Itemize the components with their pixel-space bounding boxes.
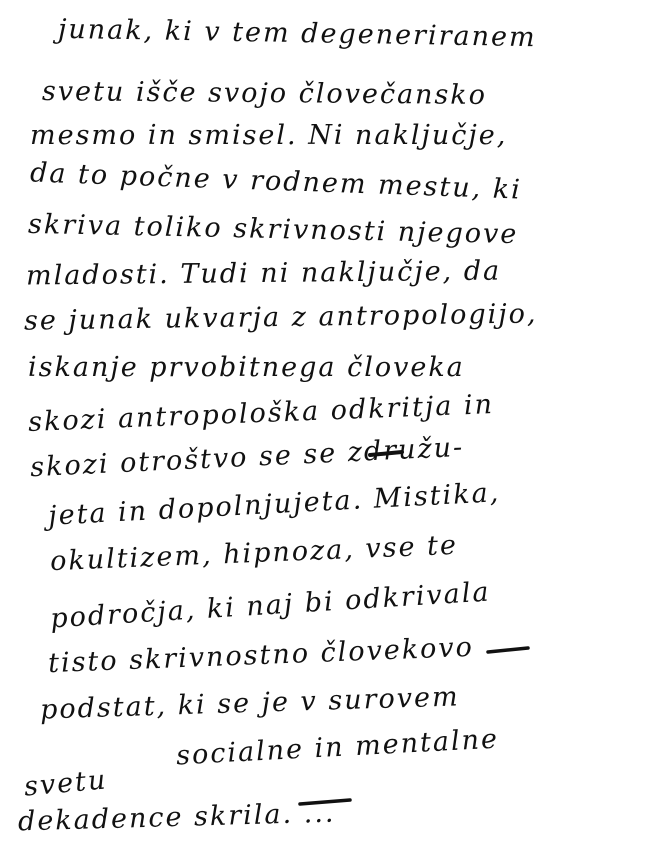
handwritten-line-16a: socialne in mentalne (175, 723, 500, 772)
handwritten-line-5: skriva toliko skrivnosti njegove (27, 208, 519, 251)
handwritten-line-16b: svetu (22, 764, 109, 803)
handwritten-line-9: skozi antropološka odkritja in (27, 389, 495, 438)
handwritten-line-8: iskanje prvobitnega človeka (28, 352, 465, 383)
handwritten-line-12: okultizem, hipnoza, vse te (49, 529, 459, 578)
handwritten-line-7: se junak ukvarja z antropologijo, (23, 298, 538, 337)
handwritten-line-11: jeta in dopolnjujeta. Mistika, (47, 477, 501, 532)
handwritten-line-14: tisto skrivnostno človekovo (47, 631, 475, 680)
handwritten-line-13: področja, ki naj bi odkrivala (49, 576, 492, 635)
handwritten-line-10: skozi otroštvo se se združu- (29, 431, 465, 484)
handwritten-line-17: dekadence skrila. ... (17, 797, 336, 838)
handwritten-line-15: podstat, ki se je v surovem (39, 681, 461, 726)
handwritten-line-6: mladosti. Tudi ni naključje, da (25, 255, 502, 292)
handwritten-line-3: mesmo in smisel. Ni naključje, (30, 120, 508, 151)
handwritten-line-4: da to počne v rodnem mestu, ki (29, 157, 523, 206)
handwritten-line-2: svetu išče svojo človečansko (41, 76, 488, 111)
handwritten-line-1: junak, ki v tem degeneriranem (57, 13, 537, 54)
